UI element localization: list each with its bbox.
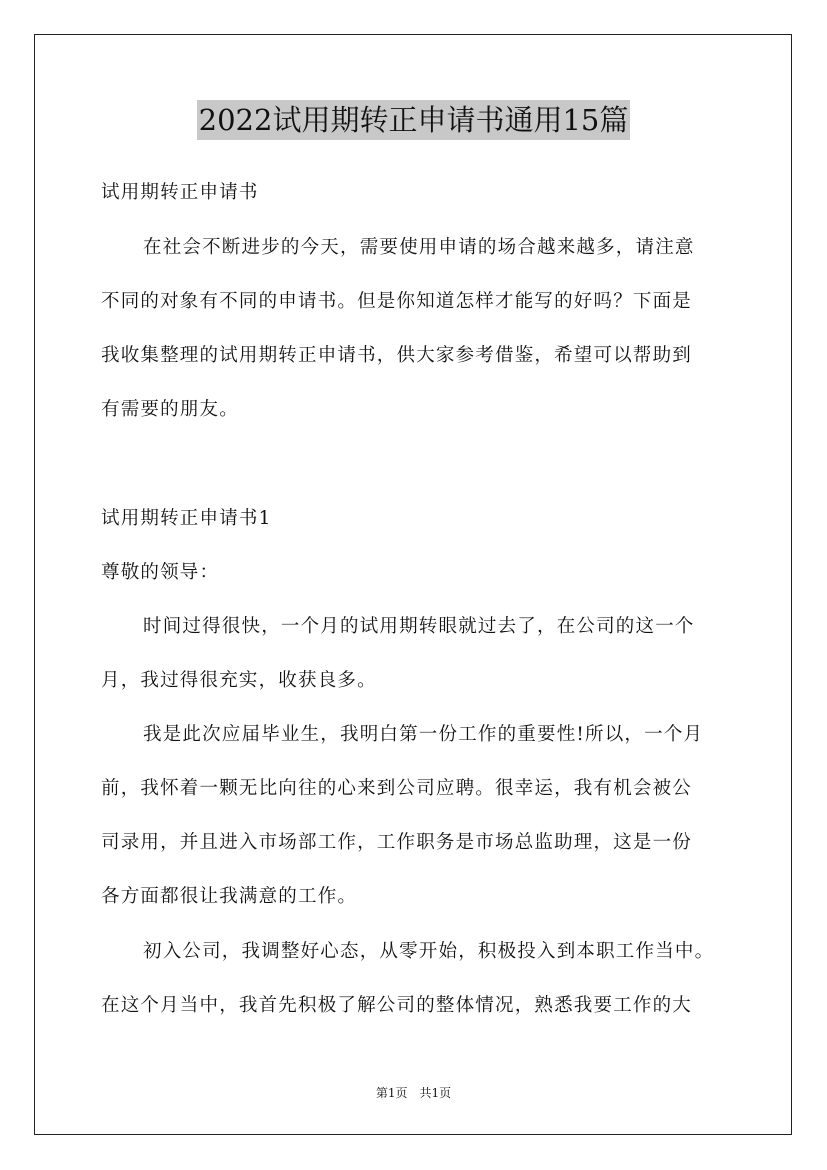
title-wrap (0, 100, 827, 140)
text-line: 初入公司，我调整好心态，从零开始，积极投入到本职工作当中。 (143, 941, 715, 962)
text-line: 前，我怀着一颗无比向往的心来到公司应聘。很幸运，我有机会被公 (101, 778, 693, 799)
text-line: 在这个月当中，我首先积极了解公司的整体情况，熟悉我要工作的大 (101, 995, 693, 1016)
text-line: 有需要的朋友。 (101, 399, 239, 420)
text-line: 各方面都很让我满意的工作。 (101, 886, 358, 907)
text-line: 我是此次应届毕业生，我明白第一份工作的重要性!所以，一个月 (143, 724, 704, 745)
text-line: 不同的对象有不同的申请书。但是你知道怎样才能写的好吗？下面是 (101, 291, 693, 312)
text-line: 在社会不断进步的今天，需要使用申请的场合越来越多，请注意 (143, 237, 695, 258)
text-line: 月，我过得很充实，收获良多。 (101, 670, 377, 691)
text-line: 试用期转正申请书 (101, 182, 259, 203)
page-footer: 第1页 共1页 (375, 1086, 452, 1100)
text-line: 时间过得很快，一个月的试用期转眼就过去了，在公司的这一个 (143, 616, 695, 637)
text-line: 试用期转正申请书1 (101, 508, 272, 529)
document-title: 2022试用期转正申请书通用15篇 (197, 100, 631, 140)
text-line: 尊敬的领导： (101, 562, 220, 583)
text-line: 司录用，并且进入市场部工作，工作职务是市场总监助理，这是一份 (101, 832, 693, 853)
text-line: 我收集整理的试用期转正申请书，供大家参考借鉴，希望可以帮助到 (101, 345, 693, 366)
